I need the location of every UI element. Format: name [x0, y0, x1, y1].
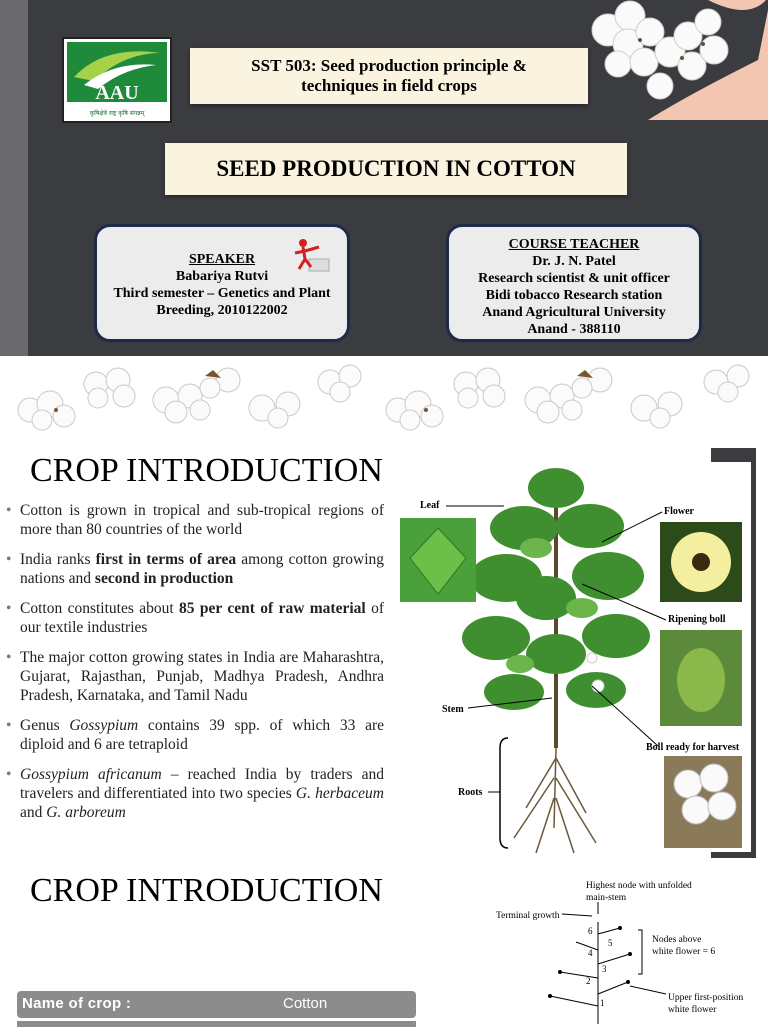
cotton-boll-5 [249, 392, 300, 428]
label-flower: Flower [664, 506, 694, 517]
bullet-text: contains 39 spp. of which 33 are diploid and 6 are tetraploid [20, 717, 384, 753]
diagram-upper-first: Upper first-position [668, 993, 744, 1003]
label-boll-ready: Boll ready for harvest [646, 742, 740, 753]
diagram-highest-node: Highest node with unfolded [586, 881, 692, 891]
course-line-1: SST 503: Seed production principle & [251, 56, 527, 75]
bullet-item [6, 599, 384, 637]
cotton-boll-10 [572, 368, 612, 398]
crop-table-row [17, 991, 416, 1018]
diagram-white-flower: white flower = 6 [652, 947, 716, 957]
cotton-boll-12 [704, 365, 749, 402]
cotton-node-diagram [490, 874, 760, 1024]
cotton-boll-6 [318, 365, 361, 402]
teacher-university: Anand Agricultural University [482, 305, 666, 320]
node-1: 1 [600, 998, 605, 1008]
crop-table-next-row [17, 1021, 416, 1027]
bullet-text: The major cotton growing states in India are Maharashtra, Gujarat, Rajasthan, Punjab, Madhya Pradesh, Andhra Pradesh, Karnataka, and Tamil Nadu [20, 649, 384, 704]
teacher-station: Bidi tobacco Research station [485, 288, 663, 303]
node-6: 6 [588, 926, 593, 936]
teacher-name: Dr. J. N. Patel [532, 254, 616, 269]
diagram-nodes-above: Nodes above [652, 935, 702, 945]
bullet-text: Genus [20, 717, 70, 734]
diagram-terminal-growth: Terminal growth [496, 911, 560, 921]
speaker-heading: SPEAKER [188, 252, 256, 267]
cotton-plant-diagram [396, 448, 756, 858]
bullet-text: India ranks [20, 551, 96, 568]
cotton-hands-image [588, 0, 768, 120]
teacher-role: Research scientist & unit officer [478, 271, 670, 286]
speaker-box [94, 224, 350, 342]
bullet-text: Cotton constitutes about [20, 600, 180, 617]
slide-heading-2: CROP INTRODUCTION [30, 872, 383, 909]
bullet-text: of our textile industries [20, 600, 384, 636]
crop-introduction-slide-2 [0, 864, 768, 1024]
cotton-boll-1 [18, 391, 75, 430]
bullet-text: Gossypium [69, 717, 139, 734]
diagram-main-stem: main-stem [586, 893, 627, 903]
left-accent-bar [0, 0, 28, 356]
label-stem: Stem [442, 704, 464, 715]
bullet-item [6, 648, 384, 705]
bullet-list [6, 501, 384, 833]
slide-heading: CROP INTRODUCTION [30, 452, 383, 489]
node-3: 3 [602, 964, 607, 974]
cotton-boll-7 [386, 391, 443, 430]
bullet-text: first in terms of area [95, 551, 237, 568]
presentation-title: SEED PRODUCTION IN COTTON [165, 143, 627, 195]
teacher-city: Anand - 388110 [527, 322, 621, 337]
teacher-heading: COURSE TEACHER [508, 237, 640, 252]
cotton-boll-4 [200, 368, 240, 398]
bullet-text: G. arboreum [46, 804, 126, 821]
cotton-bolls-banner [0, 356, 768, 432]
speaker-line-2: Breeding, 2010122002 [156, 303, 288, 318]
bullet-text: and [20, 804, 47, 821]
cotton-boll-2 [84, 368, 135, 408]
label-leaf: Leaf [420, 500, 440, 511]
logo-tagline: कृषिक्षेत्रे राष्ट्र कृषि संपन्नम् [89, 110, 145, 117]
speaker-figure-icon [291, 237, 331, 273]
label-roots: Roots [458, 787, 483, 798]
bullet-item [6, 716, 384, 754]
logo-text: AAU [95, 82, 139, 104]
course-line-2: techniques in field crops [301, 76, 477, 95]
node-2: 2 [586, 976, 591, 986]
course-title-box [190, 48, 588, 104]
diagram-white-flower-2: white flower [668, 1005, 717, 1015]
bullet-text: among cotton growing nations and [20, 551, 384, 587]
bullet-item [6, 501, 384, 539]
aau-logo [62, 37, 172, 123]
bullet-text: G. herbaceum [295, 785, 384, 802]
node-5: 5 [608, 938, 613, 948]
bullet-text: Cotton is grown in tropical and sub-tropical regions of more than 80 countries of the world [20, 502, 384, 538]
label-ripening-boll: Ripening boll [668, 614, 726, 625]
bullet-item [6, 765, 384, 822]
course-teacher-box [446, 224, 702, 342]
cotton-boll-8 [454, 368, 505, 408]
bullet-text: 85 per cent of raw material [179, 600, 366, 617]
table-value: Cotton [283, 995, 328, 1012]
bullet-text: Gossypium africanum [20, 766, 162, 783]
bullet-text: – reached India by traders and travelers and differentiated into two species [20, 766, 384, 802]
speaker-name: Babariya Rutvi [175, 269, 269, 284]
bullet-item [6, 550, 384, 588]
bullet-text: second in production [94, 570, 234, 587]
title-slide [0, 0, 768, 356]
crop-introduction-slide [0, 432, 768, 864]
node-4: 4 [588, 948, 593, 958]
cotton-boll-11 [631, 392, 682, 428]
table-key: Name of crop : [22, 995, 132, 1012]
speaker-line-1: Third semester – Genetics and Plant [113, 286, 331, 301]
